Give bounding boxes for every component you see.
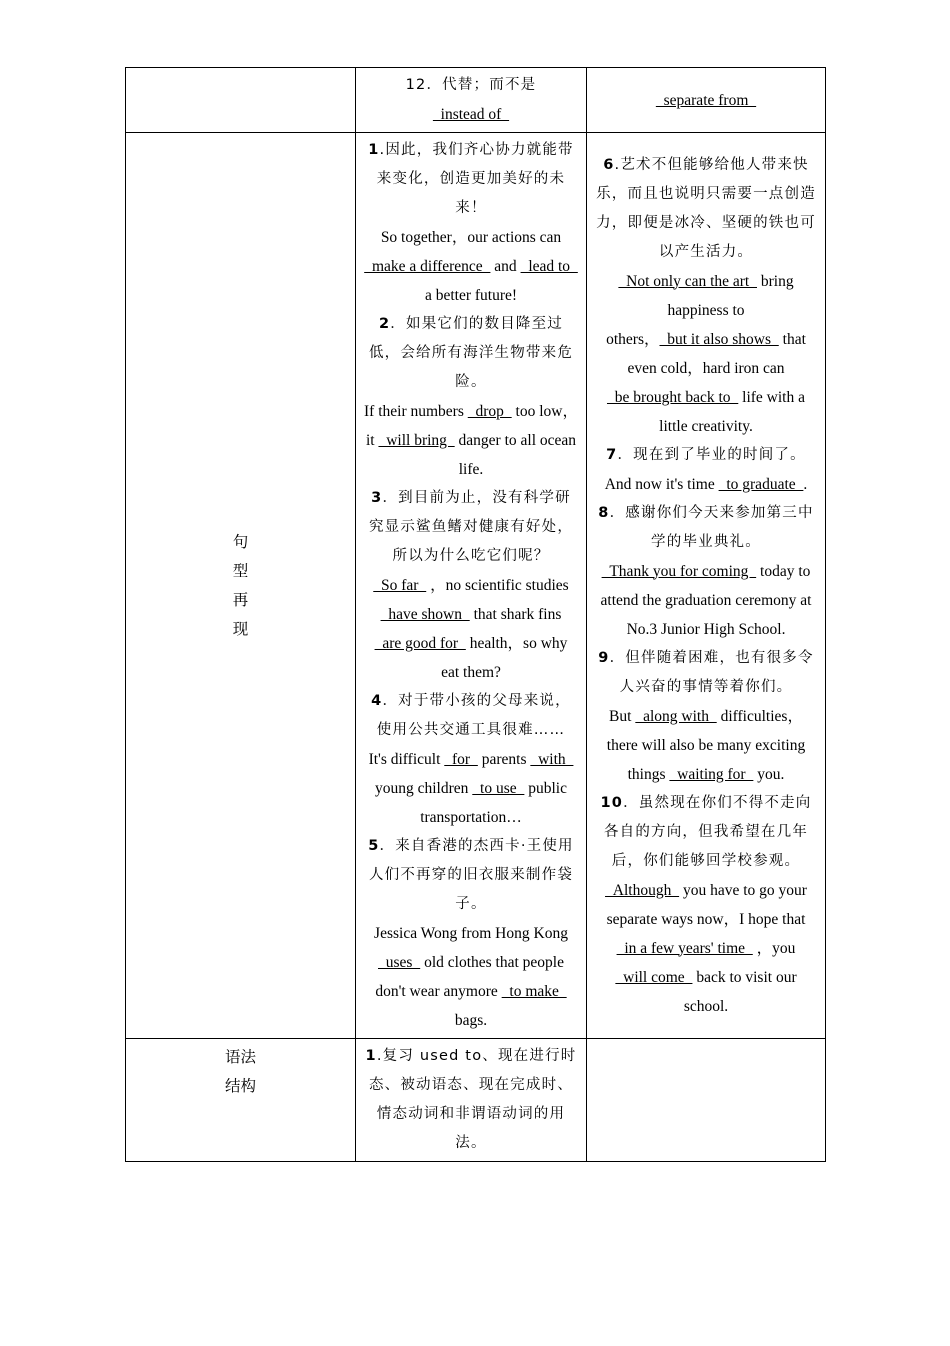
sentence-cn: 1.因此，我们齐心协力就能带来变化，创造更加美好的未来！ (368, 142, 574, 216)
answer-blank: to make (501, 983, 567, 1000)
sentence-text: back to visit our school. (683, 968, 797, 1015)
category-char: 句 (232, 532, 249, 551)
sentence-category-cell (126, 133, 356, 1039)
sentence-text: old clothes that people don't wear anymore (375, 954, 564, 1000)
sentence-left-cell (356, 133, 587, 1039)
answer-blank: be brought back to (606, 388, 739, 406)
vocab-cell-right (587, 68, 826, 133)
answer-blank: drop (467, 403, 512, 420)
sentence-row (126, 133, 826, 1039)
grammar-content: 1.复习 used to、现在进行时态、被动语态、现在完成时、情态动词和非谓语动词的用法。 (365, 1048, 577, 1151)
item-number: 7 (606, 446, 618, 463)
answer-blank: have shown (380, 606, 470, 623)
sentence-cn: 8．感谢你们今天来参加第三中学的毕业典礼。 (598, 504, 814, 550)
answer-blank: for (444, 751, 478, 768)
grammar-label: 结构 (224, 1077, 256, 1095)
sentence-text: . (803, 475, 808, 493)
sentence-text: It's difficult (368, 751, 445, 768)
worksheet-table (125, 67, 826, 1162)
answer-blank: So far (373, 577, 427, 594)
vocab-category-cell (126, 68, 356, 133)
sentence-en (364, 745, 578, 832)
sentence-text: bags. (454, 1012, 488, 1029)
answer-blank: in a few years' time (616, 939, 753, 957)
sentence-right-cell (587, 133, 826, 1039)
sentence-text: that shark fins (469, 606, 562, 623)
sentence-text: you have to go your separate ways now，I hope that (606, 881, 807, 928)
sentence-text: parents (477, 751, 531, 768)
sentence-en (595, 267, 817, 441)
sentence-text: today to attend the graduation ceremony at No.3 Junior High School. (600, 562, 812, 638)
category-char: 现 (232, 619, 249, 638)
sentence-en (364, 223, 578, 310)
answer-blank: lead to (520, 258, 578, 275)
sentence-text: ，no scientific studies (426, 577, 569, 594)
grammar-row (126, 1039, 826, 1162)
sentence-en (364, 919, 578, 1035)
sentence-text: public transportation… (420, 780, 567, 826)
vocab-answer-blank: instead of (432, 106, 510, 123)
item-number: 3 (371, 490, 383, 506)
sentence-cn: 6.艺术不但能够给他人带来快乐，而且也说明只需要一点创造力，即便是冰冷、坚硬的铁也可以产生活力。 (596, 156, 816, 260)
answer-blank: uses (378, 954, 421, 971)
answer-blank: along with (635, 707, 717, 725)
item-number: 4 (371, 693, 383, 709)
sentence-cn: 10．虽然现在你们不得不走向各自的方向，但我希望在几年后，你们能够回学校参观。 (600, 794, 812, 869)
answer-blank: will bring (378, 432, 455, 449)
item-number: 9 (598, 649, 610, 666)
item-number: 1 (365, 1048, 377, 1064)
sentence-text: you. (753, 765, 785, 783)
answer-blank: waiting for (669, 765, 754, 783)
sentence-cn: 3．到目前为止，没有科学研究显示鲨鱼鳍对健康有好处，所以为什么吃它们呢？ (368, 490, 574, 564)
sentence-text: ，you (752, 939, 796, 957)
sentence-en (595, 470, 817, 499)
item-number: 6 (603, 156, 615, 173)
grammar-category-cell (126, 1039, 356, 1162)
sentence-cn: 9．但伴随着困难，也有很多令人兴奋的事情等着你们。 (598, 649, 814, 695)
item-number: 5 (368, 838, 380, 854)
sentence-text: difficulties，there will also be many exciting things (606, 707, 806, 783)
sentence-text: And now it's time (604, 475, 719, 493)
sentence-text: So together，our actions can (380, 229, 562, 246)
answer-blank: to graduate (718, 475, 804, 493)
item-number: 8 (598, 504, 610, 521)
item-number: 1 (368, 142, 380, 158)
answer-blank: but it also shows (659, 330, 779, 348)
item-number: 2 (379, 316, 391, 332)
sentence-text: But (609, 707, 636, 725)
sentence-text: and (490, 258, 521, 275)
vocab-cn: 12．代替；而不是 (405, 77, 537, 93)
sentence-cn: 7．现在到了毕业的时间了。 (606, 446, 806, 463)
vocab-cell (356, 68, 587, 133)
sentence-cn: 2．如果它们的数目降至过低，会给所有海洋生物带来危险。 (368, 316, 574, 390)
sentence-text: that even cold，hard iron can (627, 330, 806, 377)
category-char: 型 (232, 561, 249, 580)
answer-blank: Not only can the art (618, 272, 757, 290)
sentence-cn: 5．来自香港的杰西卡·王使用人们不再穿的旧衣服来制作袋子。 (368, 838, 574, 912)
sentence-text: bring happiness to others， (606, 272, 794, 348)
answer-blank: with (530, 751, 574, 768)
sentence-en (595, 557, 817, 644)
answer-blank: Thank you for coming (601, 562, 757, 580)
answer-blank: make a difference (364, 258, 491, 275)
sentence-en (595, 702, 817, 789)
answer-blank: to use (472, 780, 525, 797)
sentence-cn: 4．对于带小孩的父母来说，使用公共交通工具很难…… (371, 693, 571, 738)
grammar-content-cell (356, 1039, 587, 1162)
sentence-en (364, 397, 578, 484)
sentence-text: If their numbers (364, 403, 468, 420)
grammar-label: 语法 (224, 1048, 256, 1066)
item-number: 10 (600, 794, 624, 811)
answer-blank: are good for (374, 635, 466, 652)
sentence-text: health，so why eat them? (441, 635, 568, 681)
sentence-text: too low，it (365, 403, 578, 449)
sentence-en (595, 876, 817, 1021)
sentence-text: danger to all ocean life. (454, 432, 577, 478)
vocab-right-blank: separate from (655, 91, 757, 109)
answer-blank: will come (615, 968, 693, 986)
sentence-text: life with a little creativity. (659, 388, 805, 435)
sentence-en (364, 571, 578, 687)
vocab-row (126, 68, 826, 133)
grammar-empty-cell (587, 1039, 826, 1162)
sentence-text: Jessica Wong from Hong Kong (374, 925, 568, 942)
sentence-text: a better future! (424, 287, 518, 304)
category-char: 再 (232, 590, 249, 609)
sentence-text: young children (374, 780, 473, 797)
answer-blank: Although (605, 881, 680, 899)
